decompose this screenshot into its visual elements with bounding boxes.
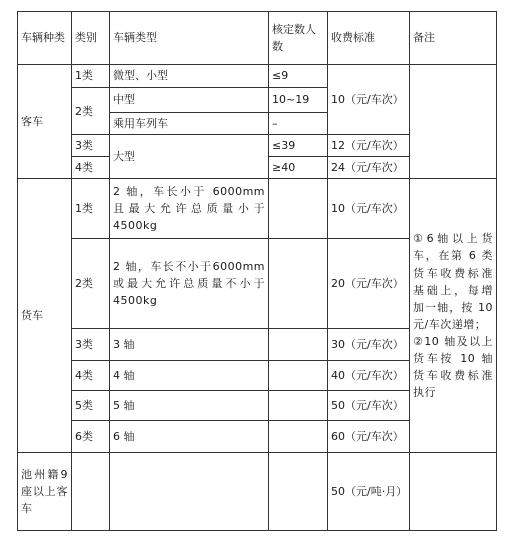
passenger-remarks xyxy=(410,65,497,179)
chizhou-kind: 池州籍9座以上客车 xyxy=(18,453,72,531)
passenger-class-2: 2类 xyxy=(72,88,110,135)
chizhou-class xyxy=(72,453,110,531)
chizhou-type xyxy=(110,453,269,531)
cargo-seats-6 xyxy=(269,421,328,453)
cargo-kind: 货车 xyxy=(18,179,72,453)
cargo-class-5: 5类 xyxy=(72,391,110,421)
header-row xyxy=(18,12,497,65)
passenger-type-medium: 中型 xyxy=(110,88,269,113)
passenger-class-4: 4类 xyxy=(72,157,110,179)
passenger-seats-train: – xyxy=(269,113,328,135)
cargo-type-6: 6 轴 xyxy=(110,421,269,453)
passenger-seats-c1: ≤9 xyxy=(269,65,328,88)
cargo-type-1: 2 轴，车长小于 6000mm 且最大允许总质量小于4500kg xyxy=(110,179,269,239)
cargo-fee-6: 60（元/车次） xyxy=(328,421,410,453)
fee-table xyxy=(17,11,497,531)
passenger-seats-c3: ≤39 xyxy=(269,135,328,157)
passenger-fee-c3: 12（元/车次） xyxy=(328,135,410,157)
cargo-seats-5 xyxy=(269,391,328,421)
chizhou-seats xyxy=(269,453,328,531)
passenger-row-1 xyxy=(18,65,497,88)
cargo-type-4: 4 轴 xyxy=(110,361,269,391)
cargo-type-2: 2 轴，车长不小于6000mm或最大允许总质量不小于4500kg xyxy=(110,239,269,329)
chizhou-fee: 50（元/吨·月） xyxy=(328,453,410,531)
cargo-row-1 xyxy=(18,179,497,239)
passenger-seats-medium: 10~19 xyxy=(269,88,328,113)
cargo-fee-3: 30（元/车次） xyxy=(328,329,410,361)
cargo-class-1: 1类 xyxy=(72,179,110,239)
cargo-class-3: 3类 xyxy=(72,329,110,361)
header-class: 类别 xyxy=(72,12,110,65)
cargo-class-2: 2类 xyxy=(72,239,110,329)
passenger-fee-c4: 24（元/车次） xyxy=(328,157,410,179)
passenger-class-1: 1类 xyxy=(72,65,110,88)
cargo-note-2: ②10 轴及以上货车按 10 轴货车收费标准执行 xyxy=(413,334,493,399)
cargo-fee-4: 40（元/车次） xyxy=(328,361,410,391)
cargo-type-3: 3 轴 xyxy=(110,329,269,361)
cargo-fee-1: 10（元/车次） xyxy=(328,179,410,239)
cargo-seats-3 xyxy=(269,329,328,361)
passenger-class-3: 3类 xyxy=(72,135,110,157)
cargo-fee-5: 50（元/车次） xyxy=(328,391,410,421)
passenger-type-small: 微型、小型 xyxy=(110,65,269,88)
cargo-seats-2 xyxy=(269,239,328,329)
passenger-seats-c4: ≥40 xyxy=(269,157,328,179)
chizhou-row xyxy=(18,453,497,531)
header-vehicle-kind: 车辆种类 xyxy=(18,12,72,65)
chizhou-remarks xyxy=(410,453,497,531)
cargo-class-4: 4类 xyxy=(72,361,110,391)
cargo-seats-4 xyxy=(269,361,328,391)
passenger-type-large: 大型 xyxy=(110,135,269,179)
cargo-type-5: 5 轴 xyxy=(110,391,269,421)
passenger-fee-c12: 10（元/车次） xyxy=(328,65,410,135)
cargo-seats-1 xyxy=(269,179,328,239)
passenger-type-train: 乘用车列车 xyxy=(110,113,269,135)
cargo-class-6: 6类 xyxy=(72,421,110,453)
header-fee-standard: 收费标准 xyxy=(328,12,410,65)
cargo-fee-2: 20（元/车次） xyxy=(328,239,410,329)
passenger-kind: 客车 xyxy=(18,65,72,179)
header-remarks: 备注 xyxy=(410,12,497,65)
header-vehicle-type: 车辆类型 xyxy=(110,12,269,65)
header-rated-seats: 核定数人数 xyxy=(269,12,328,65)
cargo-remarks xyxy=(410,179,497,453)
cargo-note-1: ①6轴以上货车，在第 6 类货车收费标准基础上，每增加一轴，按 10 元/车次递增； xyxy=(413,232,493,331)
